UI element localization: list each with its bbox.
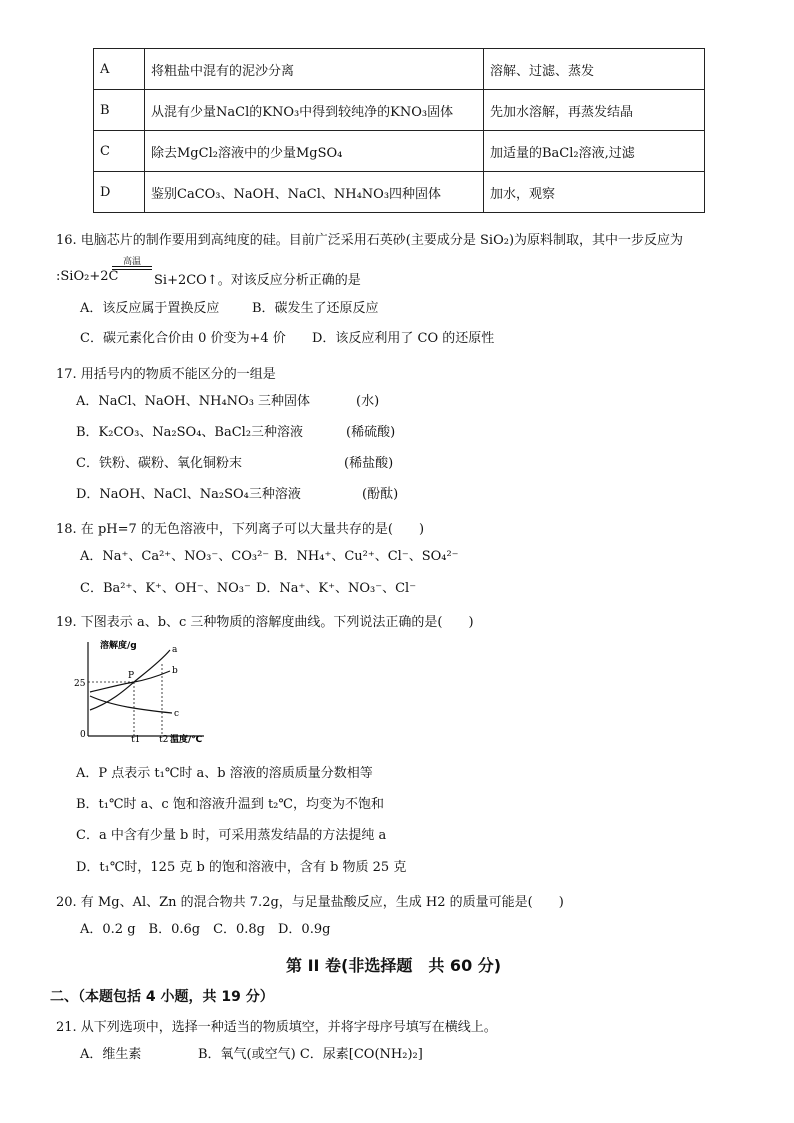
equation-line [112,266,152,267]
q17-reagent-d: (酚酞) [362,487,399,502]
q17-option-a: A．NaCl、NaOH、NH₄NO₃ 三种固体 [76,394,311,409]
q21-option-bc: B．氧气(或空气) C．尿素[CO(NH₂)₂] [198,1047,423,1062]
q18-option-d: D．Na⁺、K⁺、NO₃⁻、Cl⁻ [256,581,417,596]
row-letter: B [94,90,145,131]
table-row [94,172,705,213]
section-heading: 二、（本题包括 4 小题，共 19 分） [50,989,274,1005]
graph-ytick: 25 [74,679,86,689]
graph-label-a: a [172,645,178,655]
graph-label-c: c [174,709,180,719]
q17-option-d: D．NaOH、NaCl、Na₂SO₄三种溶液 [76,487,301,502]
graph-label-b: b [172,666,178,676]
q16-option-b: B．碳发生了还原反应 [252,301,379,316]
q18-option-a: A．Na⁺、Ca²⁺、NO₃⁻、CO₃²⁻ [80,549,270,564]
graph-t2: t2 [159,735,169,745]
q19-option-c: C．a 中含有少量 b 时，可采用蒸发结晶的方法提纯 a [76,828,387,843]
row-method: 加适量的BaCl₂溶液,过滤 [484,131,705,172]
q16-equation-left: :SiO₂+2C [56,269,119,284]
solubility-graph [72,636,222,748]
graph-xlabel: 温度/℃ [170,735,203,745]
q20-stem: 20. 有 Mg、Al、Zn 的混合物共 7.2g，与足量盐酸反应，生成 H2 的质量可能是( ) [56,895,564,910]
q17-reagent-a: (水) [356,394,380,409]
q17-option-b: B．K₂CO₃、Na₂SO₄、BaCl₂三种溶液 [76,425,304,440]
q17-reagent-b: (稀硫酸) [346,425,396,440]
q21-stem: 21. 从下列选项中，选择一种适当的物质填空，并将字母序号填写在横线上。 [56,1020,497,1035]
graph-ylabel: 溶解度/g [100,641,137,651]
part-title: 第 II 卷(非选择题 共 60 分) [286,956,502,975]
table-row [94,131,705,172]
row-letter: D [94,172,145,213]
row-description: 从混有少量NaCl的KNO₃中得到较纯净的KNO₃固体 [145,90,484,131]
q19-option-a: A．P 点表示 t₁℃时 a、b 溶液的溶质质量分数相等 [76,766,373,781]
q19-option-b: B．t₁℃时 a、c 饱和溶液升温到 t₂℃，均变为不饱和 [76,797,384,812]
table-row [94,90,705,131]
row-method: 先加水溶解，再蒸发结晶 [484,90,705,131]
graph-t1: t1 [131,735,141,745]
equation-line [112,269,152,270]
q17-reagent-c: (稀盐酸) [344,456,394,471]
q16-option-a: A．该反应属于置换反应 [80,301,220,316]
row-description: 鉴别CaCO₃、NaOH、NaCl、NH₄NO₃四种固体 [145,172,484,213]
q18-option-c: C．Ba²⁺、K⁺、OH⁻、NO₃⁻ [80,581,251,596]
q19-stem: 19. 下图表示 a、b、c 三种物质的溶解度曲线。下列说法正确的是( ) [56,615,474,630]
q19-option-d: D．t₁℃时，125 克 b 的饱和溶液中，含有 b 物质 25 克 [76,860,407,875]
options-table [93,48,705,213]
row-letter: C [94,131,145,172]
q17-option-c: C．铁粉、碳粉、氧化铜粉末 [76,456,242,471]
q16-option-c: C．碳元素化合价由 0 价变为+4 价 [80,331,286,346]
table-row [94,49,705,90]
q16-condition: 高温 [122,257,141,267]
row-description: 将粗盐中混有的泥沙分离 [145,49,484,90]
q21-option-a: A．维生素 [80,1047,142,1062]
row-letter: A [94,49,145,90]
row-description: 除去MgCl₂溶液中的少量MgSO₄ [145,131,484,172]
graph-point-p: P [128,671,135,681]
row-method: 加水，观察 [484,172,705,213]
q20-options: A．0.2 g B．0.6g C．0.8g D．0.9g [80,922,331,937]
graph-origin: 0 [80,730,86,740]
q16-equation-right: Si+2CO↑。对该反应分析正确的是 [154,273,361,288]
q16-stem: 16. 电脑芯片的制作要用到高纯度的硅。目前广泛采用石英砂(主要成分是 SiO₂)为原料制取，其中一步反应为 [56,233,684,248]
row-method: 溶解、过滤、蒸发 [484,49,705,90]
q18-stem: 18. 在 pH=7 的无色溶液中，下列离子可以大量共存的是( ) [56,522,425,537]
q18-option-b: B．NH₄⁺、Cu²⁺、Cl⁻、SO₄²⁻ [274,549,459,564]
q17-stem: 17. 用括号内的物质不能区分的一组是 [56,367,276,382]
q16-option-d: D．该反应利用了 CO 的还原性 [312,331,495,346]
